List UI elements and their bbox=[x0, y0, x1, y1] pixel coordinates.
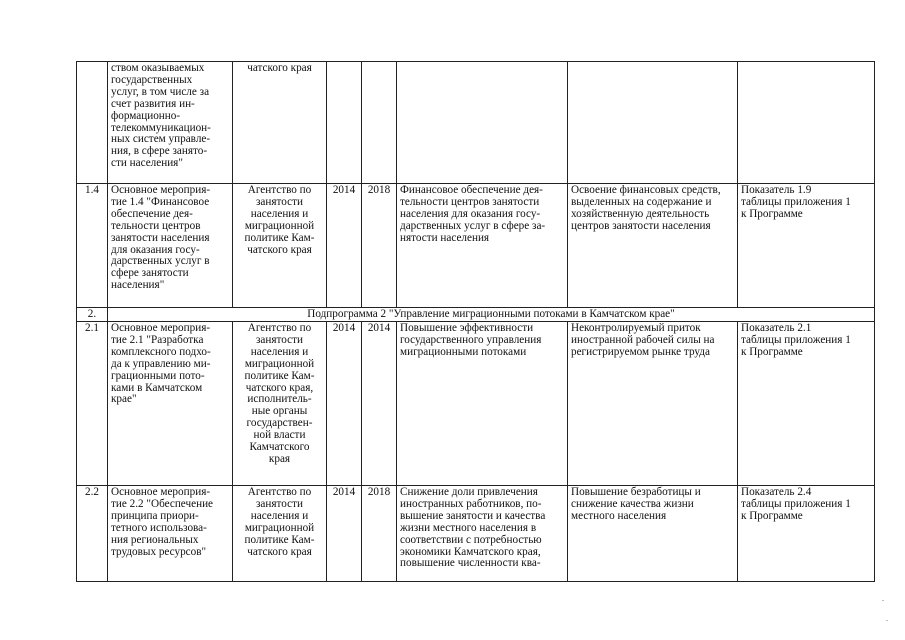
row-number: 1.4 bbox=[77, 184, 108, 308]
content-cell: Финансовое обеспечение дея- тельности центров занятости населения для оказания госу- дарственных услуг в сфере за- нятости населения bbox=[397, 184, 568, 308]
start-year-cell: 2014 bbox=[327, 184, 362, 308]
row-number: 2. bbox=[77, 308, 108, 322]
indicator-cell: Показатель 2.4 таблицы приложения 1 к Программе bbox=[738, 486, 875, 582]
agency-cell: Агентство по занятости населения и миграционной политике Кам- чатского края bbox=[233, 486, 327, 582]
row-number: 2.2 bbox=[77, 486, 108, 582]
row-number bbox=[77, 62, 108, 184]
content-cell bbox=[397, 62, 568, 184]
event-name-cell: Основное мероприя- тие 2.1 "Разработка комплексного подхо- да к управлению ми- грационными пото- ками в Камчатском крае" bbox=[108, 322, 233, 486]
start-year-cell: 2014 bbox=[327, 486, 362, 582]
agency-cell: Агентство по занятости населения и миграционной политике Кам- чатского края, исполнитель- ные органы государствен- ной власти Камчатского края bbox=[233, 322, 327, 486]
event-name-cell: Основное мероприя- тие 2.2 "Обеспечение принципа приори- тетного использова- ния региональных трудовых ресурсов" bbox=[108, 486, 233, 582]
result-cell: Повышение безработицы и снижение качества жизни местного населения bbox=[568, 486, 738, 582]
start-year-cell: 2014 bbox=[327, 322, 362, 486]
content-cell: Повышение эффективности государственного управления миграционными потоками bbox=[397, 322, 568, 486]
end-year-cell: 2014 bbox=[362, 322, 397, 486]
agency-cell: чатского края bbox=[233, 62, 327, 184]
table-row bbox=[77, 62, 875, 184]
indicator-cell: Показатель 1.9 таблицы приложения 1 к Программе bbox=[738, 184, 875, 308]
start-year-cell bbox=[327, 62, 362, 184]
end-year-cell: 2018 bbox=[362, 184, 397, 308]
event-name-cell: ством оказываемых государственных услуг, в том числе за счет развития ин- формационно- телекоммуникацион- ных систем управле- ния, в сфере занято- сти населения" bbox=[108, 62, 233, 184]
result-cell: Освоение финансовых средств, выделенных на содержание и хозяйственную деятельность центров занятости населения bbox=[568, 184, 738, 308]
scan-speck bbox=[882, 600, 884, 601]
end-year-cell: 2018 bbox=[362, 486, 397, 582]
indicator-cell: Показатель 2.1 таблицы приложения 1 к Программе bbox=[738, 322, 875, 486]
result-cell bbox=[568, 62, 738, 184]
subprogram-row bbox=[77, 308, 875, 322]
table-row bbox=[77, 322, 875, 486]
content-cell: Снижение доли привлечения иностранных работников, по- вышение занятости и качества жизни местного населения в соответствии с потребностью экономики Камчатского края, повышение численности ква- bbox=[397, 486, 568, 582]
subprogram-title: Подпрограмма 2 "Управление миграционными потоками в Камчатском крае" bbox=[108, 308, 875, 322]
scan-speck bbox=[886, 620, 888, 621]
table-row bbox=[77, 184, 875, 308]
row-number: 2.1 bbox=[77, 322, 108, 486]
table-row bbox=[77, 486, 875, 582]
result-cell: Неконтролируемый приток иностранной рабочей силы на регистрируемом рынке труда bbox=[568, 322, 738, 486]
indicator-cell bbox=[738, 62, 875, 184]
end-year-cell bbox=[362, 62, 397, 184]
agency-cell: Агентство по занятости населения и миграционной политике Кам- чатского края bbox=[233, 184, 327, 308]
event-name-cell: Основное мероприя- тие 1.4 "Финансовое обеспечение дея- тельности центров занятости населения для оказания госу- дарственных услуг в сфере занятости населения" bbox=[108, 184, 233, 308]
program-events-table bbox=[76, 61, 875, 582]
